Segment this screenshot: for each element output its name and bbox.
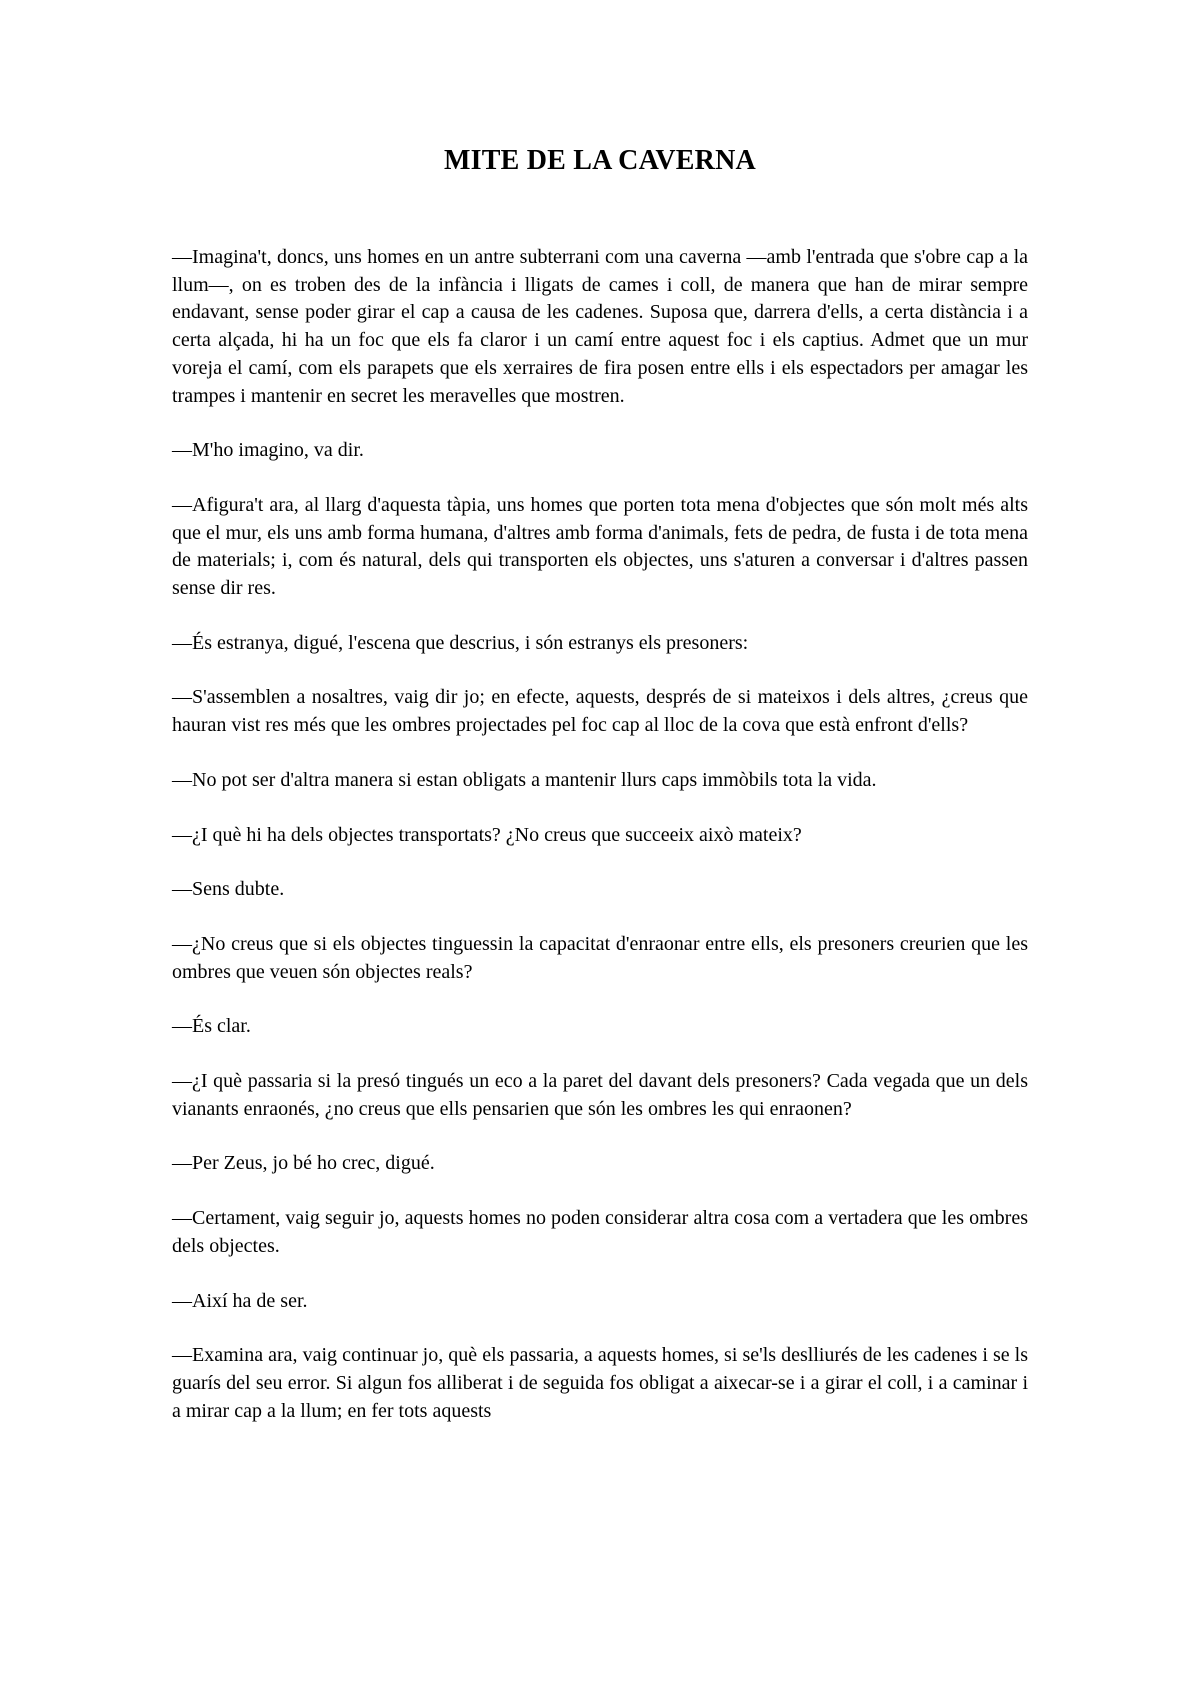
paragraph-15: —Examina ara, vaig continuar jo, què els passaria, a aquests homes, si se'ls deslliurés de les cadenes i se ls guarís del seu error. Si algun fos alliberat i de seguida fos obligat a aixecar-se i a girar el coll, i a caminar i a mirar cap a la llum; en fer tots aquests — [172, 1344, 1028, 1422]
paragraph-7: —¿I què hi ha dels objectes transportats? ¿No creus que succeeix això mateix? — [172, 823, 802, 846]
paragraph-13: —Certament, vaig seguir jo, aquests homes no poden considerar altra cosa com a vertadera que les ombres dels objectes. — [172, 1207, 1028, 1257]
paragraph-2: —M'ho imagino, va dir. — [172, 439, 364, 462]
paragraph-8: —Sens dubte. — [172, 878, 285, 901]
paragraph-5: —S'assemblen a nosaltres, vaig dir jo; en efecte, aquests, després de si mateixos i dels altres, ¿creus que hauran vist res més que les ombres projectades pel foc cap al lloc de la cova que està enfront d'ells? — [172, 686, 1028, 737]
paragraph-12: —Per Zeus, jo bé ho crec, digué. — [172, 1152, 435, 1175]
paragraph-3: —Afigura't ara, al llarg d'aquesta tàpia, uns homes que porten tota mena d'objectes que són molt més alts que el mur, els uns amb forma humana, d'altres amb forma d'animals, fets de pedra, de fusta i de tota mena de materials; i, com és natural, dels qui transporten els objectes, uns s'aturen a conversar i d'altres passen sense dir res. — [172, 493, 1028, 600]
paragraph-14: —Així ha de ser. — [172, 1289, 308, 1312]
paragraph-10: —És clar. — [172, 1015, 251, 1038]
paragraph-9: —¿No creus que si els objectes tinguessin la capacitat d'enraonar entre ells, els presoners creurien que les ombres que veuen són objectes reals? — [172, 932, 1028, 983]
paragraph-6: —No pot ser d'altra manera si estan obligats a mantenir llurs caps immòbils tota la vida. — [172, 768, 877, 791]
paragraph-11: —¿I què passaria si la presó tingués un eco a la paret del davant dels presoners? Cada vegada que un dels vianants enraonés, ¿no creus que ells pensarien que són les ombres les qui enraonen? — [172, 1070, 1028, 1120]
document-title: MITE DE LA CAVERNA — [444, 145, 756, 176]
paragraph-1: —Imagina't, doncs, uns homes en un antre subterrani com una caverna —amb l'entrada que s'obre cap a la llum—, on es troben des de la infància i lligats de cames i coll, de manera que han de mirar sempre endavant, sense poder girar el cap a causa de les cadenes. Suposa que, darrera d'ells, a certa distància i a certa alçada, hi ha un foc que els fa claror i un camí entre aquest foc i els captius. Admet que un mur voreja el camí, com els parapets que els xerraires de fira posen entre ells i els espectadors per amagar les trampes i mantenir en secret les meravelles que mostren. — [172, 246, 1028, 407]
paragraph-4: —És estranya, digué, l'escena que descrius, i són estranys els presoners: — [172, 631, 749, 654]
document-body — [172, 244, 1028, 1452]
